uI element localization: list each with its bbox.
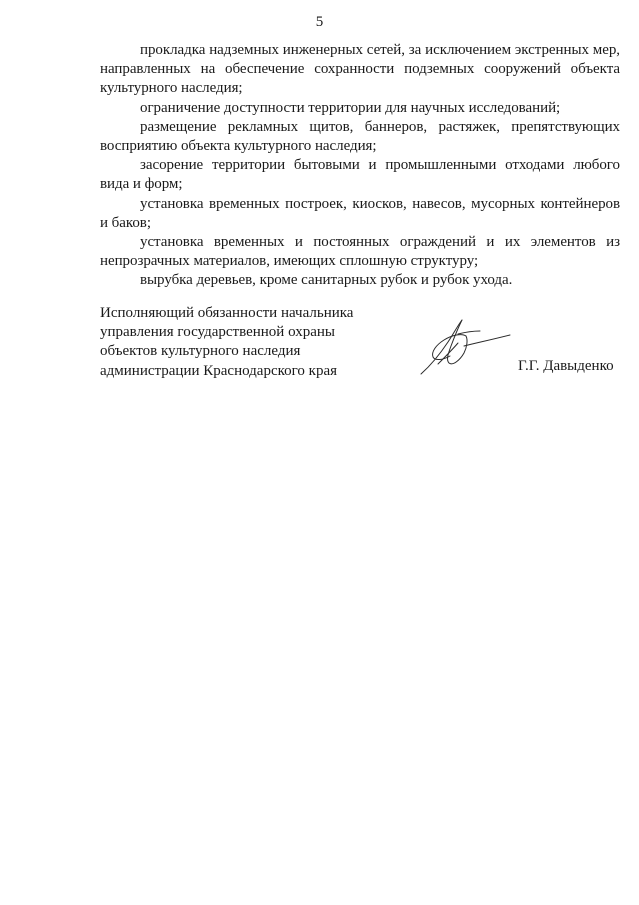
restriction-paragraph: вырубка деревьев, кроме санитарных рубок и рубок ухода. bbox=[140, 272, 513, 289]
position-line: управления государственной охраны bbox=[100, 324, 335, 341]
restriction-paragraph: размещение рекламных щитов, баннеров, растяжек, препятствующих восприятию объекта культурного наследия; bbox=[100, 118, 620, 155]
signer-name: Г.Г. Давыденко bbox=[518, 358, 614, 374]
restriction-paragraph: установка временных построек, киосков, навесов, мусорных контейнеров и баков; bbox=[100, 195, 620, 231]
restriction-paragraph: ограничение доступности территории для научных исследований; bbox=[140, 99, 561, 116]
restrictions-list bbox=[100, 41, 620, 291]
restriction-paragraph: установка временных и постоянных ограждений и их элементов из непрозрачных материалов, имеющих сплошную структуру; bbox=[100, 234, 620, 270]
signature-block bbox=[100, 304, 620, 384]
restriction-paragraph: прокладка надземных инженерных сетей, за исключением экстренных мер, направленных на обеспечение сохранности подземных сооружений объекта культурного наследия; bbox=[100, 42, 620, 97]
restriction-paragraph: засорение территории бытовыми и промышленными отходами любого вида и форм; bbox=[100, 157, 620, 193]
page-number: 5 bbox=[315, 14, 324, 30]
position-line: объектов культурного наследия bbox=[100, 343, 301, 360]
handwritten-signature bbox=[418, 316, 518, 376]
signer-position-title bbox=[100, 304, 420, 381]
position-line: администрации Краснодарского края bbox=[100, 362, 338, 379]
position-line: Исполняющий обязанности начальника bbox=[100, 305, 354, 321]
